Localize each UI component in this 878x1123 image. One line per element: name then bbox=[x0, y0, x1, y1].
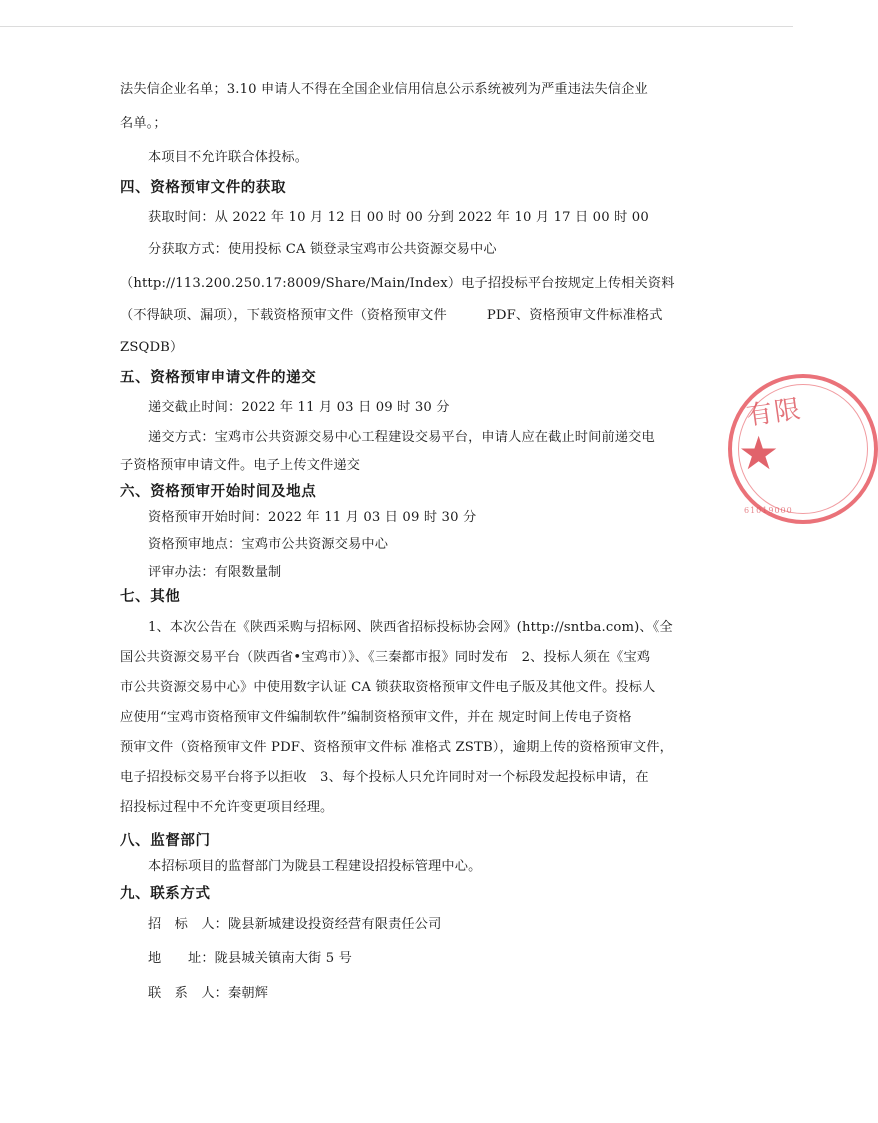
text-line-disqualification: 法失信企业名单；3.10 申请人不得在全国企业信用信息公示系统被列为严重违法失信企业 bbox=[120, 82, 648, 97]
text-line-submit-method-end: 子资格预审申请文件。电子上传文件递交 bbox=[120, 458, 361, 473]
text-line-download-files: （不得缺项、漏项），下载资格预审文件（资格预审文件 PDF、资格预审文件标准格式 bbox=[120, 308, 663, 323]
text-line-review-method: 评审办法：有限数量制 bbox=[148, 565, 282, 580]
text-line-other-5: 预审文件（资格预审文件 PDF、资格预审文件标 准格式 ZSTB），逾期上传的资格预审文件， bbox=[120, 740, 673, 755]
text-line-address: 地 址：陇县城关镇南大街 5 号 bbox=[148, 951, 352, 966]
text-line-platform-url: （http://113.200.250.17:8009/Share/Main/Index）电子招投标平台按规定上传相关资料 bbox=[120, 276, 675, 291]
page-top-rule bbox=[0, 26, 793, 27]
text-line-supervision: 本招标项目的监督部门为陇县工程建设招投标管理中心。 bbox=[148, 859, 482, 874]
section-heading-6: 六、资格预审开始时间及地点 bbox=[120, 484, 317, 500]
text-line-submit-deadline: 递交截止时间：2022 年 11 月 03 日 09 时 30 分 bbox=[148, 400, 450, 415]
text-line-other-1: 1、本次公告在《陕西采购与招标网、陕西省招标投标协会网》(http://sntba.com)、《全 bbox=[148, 620, 673, 635]
text-line-other-6: 电子招投标交易平台将予以拒收 3、每个投标人只允许同时对一个标段发起投标申请，在 bbox=[120, 770, 649, 785]
text-line-other-3: 市公共资源交易中心》中使用数字认证 CA 锁获取资格预审文件电子版及其他文件。投标人 bbox=[120, 680, 656, 695]
seal-text: 有限 bbox=[744, 394, 805, 432]
company-seal-stamp bbox=[728, 374, 878, 524]
seal-code: 61019000 bbox=[744, 506, 793, 515]
text-line-tenderer: 招 标 人：陇县新城建设投资经营有限责任公司 bbox=[148, 917, 442, 932]
text-line-format: ZSQDB） bbox=[120, 340, 184, 355]
text-line-review-location: 资格预审地点：宝鸡市公共资源交易中心 bbox=[148, 537, 389, 552]
text-line-no-consortium: 本项目不允许联合体投标。 bbox=[148, 150, 309, 165]
section-heading-7: 七、其他 bbox=[120, 589, 181, 605]
text-line-other-4: 应使用“宝鸡市资格预审文件编制软件”编制资格预审文件，并在 规定时间上传电子资格 bbox=[120, 710, 632, 725]
text-line-submit-method: 递交方式：宝鸡市公共资源交易中心工程建设交易平台，申请人应在截止时间前递交电 bbox=[148, 430, 655, 445]
section-heading-9: 九、联系方式 bbox=[120, 886, 211, 902]
text-line-acquire-time: 获取时间：从 2022 年 10 月 12 日 00 时 00 分到 2022 年 10 月 17 日 00 时 00 bbox=[148, 210, 649, 225]
section-heading-4: 四、资格预审文件的获取 bbox=[120, 180, 287, 196]
text-line-disqualification-end: 名单。； bbox=[120, 116, 167, 131]
text-line-review-start: 资格预审开始时间：2022 年 11 月 03 日 09 时 30 分 bbox=[148, 510, 477, 525]
seal-star-icon: ★ bbox=[738, 426, 780, 480]
section-heading-5: 五、资格预审申请文件的递交 bbox=[120, 370, 317, 386]
text-line-other-2: 国公共资源交易平台（陕西省•宝鸡市）》、《三秦都市报》同时发布 2、投标人须在《宝鸡 bbox=[120, 650, 651, 665]
section-heading-8: 八、监督部门 bbox=[120, 833, 211, 849]
text-line-acquire-method: 分获取方式：使用投标 CA 锁登录宝鸡市公共资源交易中心 bbox=[148, 242, 497, 257]
text-line-contact: 联 系 人：秦朝辉 bbox=[148, 986, 269, 1001]
text-line-other-7: 招投标过程中不允许变更项目经理。 bbox=[120, 800, 334, 815]
